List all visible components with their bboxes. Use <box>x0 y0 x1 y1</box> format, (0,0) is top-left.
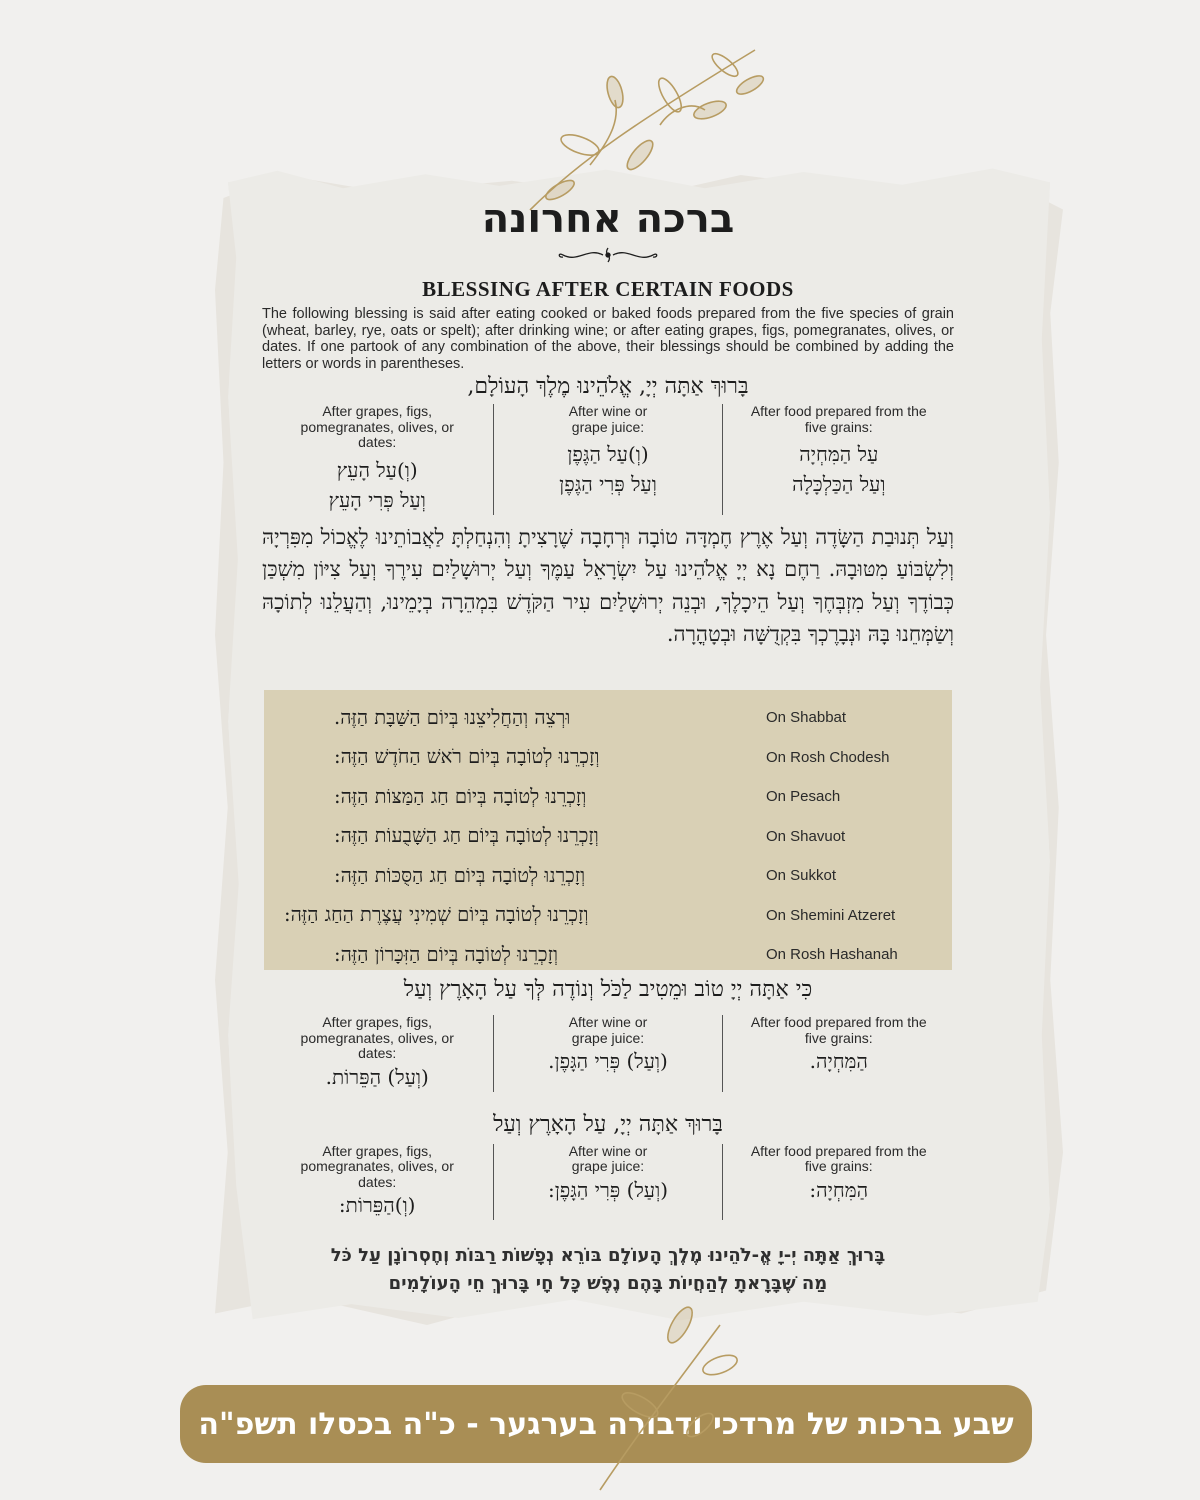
intro-paragraph: The following blessing is said after eating cooked or baked foods prepared from the five species of grain (wheat, barley, rye, oats or spelt); after drinking wine; or after eating grapes, figs, pomegranates, olives, or dates. If one partook of any combination of the above, their blessings should be combined by adding the letters or words in parentheses. <box>262 306 954 372</box>
special-day-row <box>264 896 952 936</box>
fruit-text: (וְעַל) הַפֵּרוֹת. <box>325 1064 429 1089</box>
page-title: ברכה אחרונה <box>481 196 735 242</box>
blessing-content <box>262 195 954 651</box>
wine-column <box>493 1144 723 1221</box>
food-columns <box>262 404 954 515</box>
ki-line: כִּי אַתָּה יְיָ טוֹב וּמֵטִיב לַכֹּל וְנוֹדֶה לְּךָ עַל הָאָרֶץ וְעַל <box>403 977 813 1002</box>
leaf-sprig-icon <box>520 40 770 220</box>
special-days-box <box>264 690 952 970</box>
grains-column <box>724 1015 954 1092</box>
fruit-label: After grapes, figs, pomegranates, olives, or dates: <box>300 1014 454 1061</box>
special-day-label: On Sukkot <box>766 867 837 885</box>
special-day-label: On Rosh Chodesh <box>766 748 890 766</box>
closing-line-1: בָּרוּךְ אַתָּה יְ-יָ אֱ-לֹהֵינוּ מֶלֶךְ הָעוֹלָם בּוֹרֵא נְפָשׁוֹת רַבּוֹת וְחֶסְרוֹנָן עַל כֹּל <box>330 1245 886 1266</box>
special-day-label: On Pesach <box>766 788 841 806</box>
fruit-text: (וְ)הַפֵּרוֹת: <box>338 1193 416 1217</box>
wine-label: After wine or grape juice: <box>568 1014 648 1046</box>
special-day-row <box>264 817 952 857</box>
grains-text-2: וְעַל הַכַּלְכָּלָה <box>792 472 886 496</box>
grains-column <box>724 404 954 515</box>
fruit-column <box>262 404 492 515</box>
fruit-label: After grapes, figs, pomegranates, olives, or dates: <box>300 1142 454 1190</box>
special-day-text: וּרְצֵה וְהַחֲלִיצֵנוּ בְּיוֹם הַשַּׁבָּת הַזֶּה. <box>334 705 571 729</box>
section-heading: BLESSING AFTER CERTAIN FOODS <box>422 277 794 301</box>
fruit-text-1: (וְ)עַל הָעֵץ <box>336 457 418 482</box>
special-day-text: וְזָכְרֵנוּ לְטוֹבָה בְּיוֹם שְׁמִינִי עֲצֶרֶת הַחַג הַזֶּה: <box>284 903 589 927</box>
grains-label: After food prepared from the five grains: <box>750 1014 927 1046</box>
wine-text: (וְעַל) פְּרִי הַגָּפֶן: <box>547 1177 669 1202</box>
special-day-row <box>264 738 952 778</box>
dedication-text: שבע ברכות של מרדכי ודבורה בערגער - כ"ה בכסלו תשפ"ה <box>198 1406 1014 1442</box>
grains-label: After food prepared from the five grains: <box>750 403 927 435</box>
wine-column <box>493 1015 723 1092</box>
wine-label: After wine or grape juice: <box>568 1142 648 1174</box>
fruit-label: After grapes, figs, pomegranates, olives, or dates: <box>300 403 454 450</box>
special-day-row <box>264 698 952 738</box>
wine-label: After wine or grape juice: <box>568 403 648 435</box>
special-day-text: וְזָכְרֵנוּ לְטוֹבָה בְּיוֹם חַג הַסֻּכּוֹת הַזֶּה: <box>334 863 586 887</box>
main-paragraph: וְעַל תְּנוּבַת הַשָּׂדֶה וְעַל אֶרֶץ חֶמְדָּה טוֹבָה וּרְחָבָה שֶׁרָצִיתָ וְהִנְחַלְתָּ לַאֲבוֹתֵינוּ לֶאֱכוֹל מִפִּרְיָהּ וְלִשְׂבּוֹעַ מִטּוּבָהּ. רַחֶם נָא יְיָ אֱלֹהֵינוּ עַל יִשְׂרָאֵל עַמֶּךָ וְעַל יְרוּשָׁלַיִם עִירֶךָ וְעַל צִיּוֹן מִשְׁכַּן כְּבוֹדֶךָ וְעַל מִזְבְּחֶךָ וְעַל הֵיכָלֶךָ, וּבְנֵה יְרוּשָׁלַיִם עִיר הַקֹּדֶשׁ בִּמְהֵרָה בְיָמֵינוּ, וְהַעֲלֵנוּ לְתוֹכָהּ וְשַׂמְּחֵנוּ בָּהּ וּנְבָרֶכְךָ בִּקְדֻשָּׁה וּבְטָהֳרָה. <box>262 524 954 646</box>
fruit-column <box>262 1144 492 1221</box>
special-day-label: On Rosh Hashanah <box>766 946 898 964</box>
grains-text-1: עַל הַמִּחְיָה <box>799 442 879 466</box>
grains-label: After food prepared from the five grains: <box>750 1142 927 1174</box>
lower-content <box>262 975 954 1298</box>
special-day-text: וְזָכְרֵנוּ לְטוֹבָה בְּיוֹם חַג הַשָּׁבֻעוֹת הַזֶּה: <box>334 824 599 848</box>
grains-text: הַמִּחְיָה: <box>809 1177 869 1202</box>
special-day-label: On Shavuot <box>766 827 846 845</box>
fruit-text-2: וְעַל פְּרִי הָעֵץ <box>328 487 426 512</box>
wine-text-1: (וְ)עַל הַגֶּפֶן <box>567 442 649 466</box>
special-day-text: וְזָכְרֵנוּ לְטוֹבָה בְּיוֹם חַג הַמַּצּוֹת הַזֶּה: <box>334 784 587 808</box>
special-day-text: וְזָכְרֵנוּ לְטוֹבָה בְּיוֹם הַזִּכָּרוֹן הַזֶּה: <box>334 942 558 966</box>
closing-line-2: מַה שֶּׁבָּרָאתָ לְהַחֲיוֹת בָּהֶם נֶפֶשׁ כָּל חָי בָּרוּךְ חֵי הָעוֹלָמִים <box>388 1273 828 1294</box>
wine-text: (וְעַל) פְּרִי הַגָּפֶן. <box>548 1049 668 1073</box>
food-columns-2 <box>262 1015 954 1092</box>
opening-line: בָּרוּךְ אַתָּה יְיָ, אֱלֹהֵינוּ מֶלֶךְ הָעוֹלָם, <box>467 374 749 399</box>
wine-column <box>493 404 723 515</box>
baruch-line: בָּרוּךְ אַתָּה יְיָ, עַל הָאָרֶץ וְעַל <box>493 1111 723 1137</box>
wine-text-2: וְעַל פְּרִי הַגֶּפֶן <box>559 472 657 496</box>
grains-column <box>724 1144 954 1221</box>
special-day-row <box>264 935 952 975</box>
closing-blessing <box>262 1242 954 1298</box>
special-day-text: וְזָכְרֵנוּ לְטוֹבָה בְּיוֹם רֹאשׁ הַחֹדֶשׁ הַזֶּה: <box>334 745 600 769</box>
special-day-label: On Shemini Atzeret <box>766 906 896 924</box>
flourish-divider-icon <box>553 245 663 265</box>
fruit-column <box>262 1015 492 1092</box>
leaf-sprig-icon <box>570 1295 770 1495</box>
special-day-label: On Shabbat <box>766 709 847 727</box>
food-columns-3 <box>262 1144 954 1221</box>
special-day-row <box>264 856 952 896</box>
grains-text: הַמִּחְיָה. <box>809 1049 868 1073</box>
special-day-row <box>264 777 952 817</box>
